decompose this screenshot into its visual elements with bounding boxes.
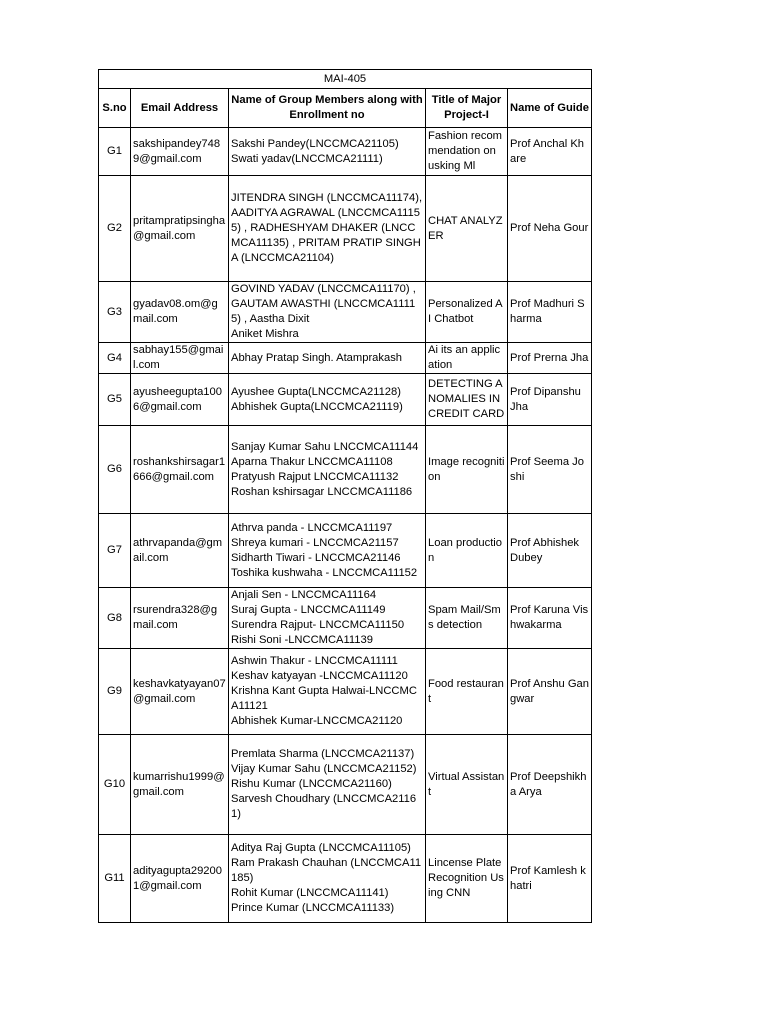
member-entry: Vijay Kumar Sahu (LNCCMCA21152) — [231, 763, 417, 775]
member-entry: Surendra Rajput- LNCCMCA11150 — [231, 619, 405, 631]
guide-name: Prof Madhuri Sharma — [508, 282, 592, 343]
member-entry: Abhay Pratap Singh. Atamprakash — [231, 351, 403, 364]
email-cell[interactable]: adityagupta292001@gmail.com — [131, 835, 229, 923]
member-entry: Keshav katyayan -LNCCMCA11120 — [231, 670, 408, 682]
member-entry: Sidharth Tiwari - LNCCMCA21146 — [231, 551, 401, 564]
guide-name: Prof Deepshikha Arya — [508, 735, 592, 835]
member-entry: Toshika kushwaha - LNCCMCA11152 — [231, 566, 418, 579]
header-sno: S.no — [99, 89, 131, 128]
members-cell — [229, 282, 426, 343]
project-title-cell — [426, 588, 508, 649]
member-entry: Ram Prakash Chauhan (LNCCMCA11185) — [231, 857, 422, 884]
project-title: Food restaurant — [428, 677, 504, 705]
email-cell[interactable]: sakshipandey7489@gmail.com — [131, 128, 229, 176]
member-entry: Shreya kumari - LNCCMCA21157 — [231, 536, 399, 549]
group-number: G2 — [99, 176, 131, 282]
members-cell — [229, 735, 426, 835]
table-row — [99, 514, 592, 588]
guide-name: Prof Neha Gour — [508, 176, 592, 282]
member-entry: Premlata Sharma (LNCCMCA21137) — [231, 748, 415, 760]
member-entry: Krishna Kant Gupta Halwai-LNCCMCA11121 — [231, 685, 417, 712]
project-title-cell — [426, 426, 508, 514]
email-cell[interactable]: keshavkatyayan07@gmail.com — [131, 649, 229, 735]
group-number: G9 — [99, 649, 131, 735]
member-entry: Rishi Soni -LNCCMCA11139 — [231, 634, 373, 646]
group-number: G10 — [99, 735, 131, 835]
table-body — [99, 70, 592, 923]
members-cell — [229, 514, 426, 588]
project-title: Image recognition — [428, 455, 505, 483]
member-entry: Rishu Kumar (LNCCMCA21160) — [231, 778, 392, 790]
email-cell[interactable]: gyadav08.om@gmail.com — [131, 282, 229, 343]
project-title-cell — [426, 343, 508, 374]
project-title-cell — [426, 374, 508, 426]
group-number: G11 — [99, 835, 131, 923]
table-row — [99, 374, 592, 426]
member-entry: Prince Kumar (LNCCMCA11133) — [231, 902, 395, 914]
guide-name: Prof Dipanshu Jha — [508, 374, 592, 426]
member-entry: Sarvesh Choudhary (LNCCMCA21161) — [231, 793, 417, 820]
members-cell — [229, 835, 426, 923]
member-entry: JITENDRA SINGH (LNCCMCA11174), AADITYA AGRAWAL (LNCCMCA11155) , RADHESHYAM DHAKER (LNCCMCA11135) , PRITAM PRATIP SINGHA (LNCCMCA21104) — [231, 192, 423, 264]
guide-name: Prof Anshu Gangwar — [508, 649, 592, 735]
table-row — [99, 649, 592, 735]
member-entry: Aparna Thakur LNCCMCA11108 — [231, 455, 393, 468]
member-entry: Roshan kshirsagar LNCCMCA11186 — [231, 485, 413, 498]
project-title: DETECTING ANOMALIES IN CREDIT CARD — [428, 378, 505, 420]
project-title-cell — [426, 176, 508, 282]
header-members: Name of Group Members along with Enrollment no — [229, 89, 426, 128]
table-row — [99, 735, 592, 835]
project-title-cell — [426, 282, 508, 343]
guide-name: Prof Karuna Vishwakarma — [508, 588, 592, 649]
members-cell — [229, 426, 426, 514]
project-title: Loan production — [428, 536, 503, 564]
member-entry: Pratyush Rajput LNCCMCA11132 — [231, 470, 399, 483]
email-cell[interactable]: sabhay155@gmail.com — [131, 343, 229, 374]
members-cell — [229, 128, 426, 176]
guide-name: Prof Anchal Khare — [508, 128, 592, 176]
member-entry: Abhishek Gupta(LNCCMCA21119) — [231, 400, 403, 413]
group-number: G5 — [99, 374, 131, 426]
guide-name: Prof Abhishek Dubey — [508, 514, 592, 588]
project-title: Spam Mail/Sms detection — [428, 604, 501, 631]
guide-name: Prof Seema Joshi — [508, 426, 592, 514]
course-code-row — [99, 70, 592, 89]
table-row — [99, 128, 592, 176]
header-row — [99, 89, 592, 128]
member-entry: Swati yadav(LNCCMCA21111) — [231, 152, 383, 165]
group-number: G7 — [99, 514, 131, 588]
members-cell — [229, 649, 426, 735]
group-number: G3 — [99, 282, 131, 343]
project-title-cell — [426, 514, 508, 588]
header-title: Title of Major Project-I — [426, 89, 508, 128]
member-entry: Ashwin Thakur - LNCCMCA11111 — [231, 655, 398, 667]
members-cell — [229, 343, 426, 374]
guide-name: Prof Kamlesh khatri — [508, 835, 592, 923]
member-entry: Anjali Sen - LNCCMCA11164 — [231, 589, 377, 601]
email-cell[interactable]: athrvapanda@gmail.com — [131, 514, 229, 588]
project-title: CHAT ANALYZER — [428, 214, 503, 242]
member-entry: Aniket Mishra — [231, 328, 299, 340]
header-guide: Name of Guide — [508, 89, 592, 128]
member-entry: Sanjay Kumar Sahu LNCCMCA11144 — [231, 440, 419, 453]
member-entry: Ayushee Gupta(LNCCMCA21128) — [231, 385, 401, 398]
header-email: Email Address — [131, 89, 229, 128]
group-number: G1 — [99, 128, 131, 176]
table-row — [99, 343, 592, 374]
project-title-cell — [426, 735, 508, 835]
email-cell[interactable]: kumarrishu1999@gmail.com — [131, 735, 229, 835]
email-cell[interactable]: roshankshirsagar1666@gmail.com — [131, 426, 229, 514]
members-cell — [229, 374, 426, 426]
project-title-cell — [426, 128, 508, 176]
group-number: G8 — [99, 588, 131, 649]
project-title: Virtual Assistant — [428, 770, 505, 798]
members-cell — [229, 588, 426, 649]
course-code: MAI-405 — [99, 70, 592, 89]
table-row — [99, 426, 592, 514]
project-title: Fashion recommendation on usking Ml — [428, 130, 502, 172]
table-row — [99, 282, 592, 343]
email-cell[interactable]: ayusheegupta1006@gmail.com — [131, 374, 229, 426]
table-row — [99, 176, 592, 282]
member-entry: Rohit Kumar (LNCCMCA11141) — [231, 887, 389, 899]
members-cell — [229, 176, 426, 282]
project-title: Lincense Plate Recognition Using CNN — [428, 857, 504, 899]
email-cell[interactable]: rsurendra328@gmail.com — [131, 588, 229, 649]
member-entry: Aditya Raj Gupta (LNCCMCA11105) — [231, 842, 411, 854]
project-allocation-table — [98, 69, 592, 923]
table-row — [99, 588, 592, 649]
member-entry: Sakshi Pandey(LNCCMCA21105) — [231, 137, 399, 150]
project-title-cell — [426, 835, 508, 923]
table-row — [99, 835, 592, 923]
group-number: G4 — [99, 343, 131, 374]
group-number: G6 — [99, 426, 131, 514]
project-title: Ai its an application — [428, 344, 501, 371]
guide-name: Prof Prerna Jha — [508, 343, 592, 374]
project-title: Personalized AI Chatbot — [428, 298, 503, 325]
email-cell[interactable]: pritampratipsingha@gmail.com — [131, 176, 229, 282]
member-entry: GOVIND YADAV (LNCCMCA11170) , GAUTAM AWASTHI (LNCCMCA11115) , Aastha Dixit — [231, 283, 416, 325]
member-entry: Suraj Gupta - LNCCMCA11149 — [231, 604, 386, 616]
member-entry: Athrva panda - LNCCMCA11197 — [231, 521, 393, 534]
project-title-cell — [426, 649, 508, 735]
member-entry: Abhishek Kumar-LNCCMCA21120 — [231, 715, 403, 727]
